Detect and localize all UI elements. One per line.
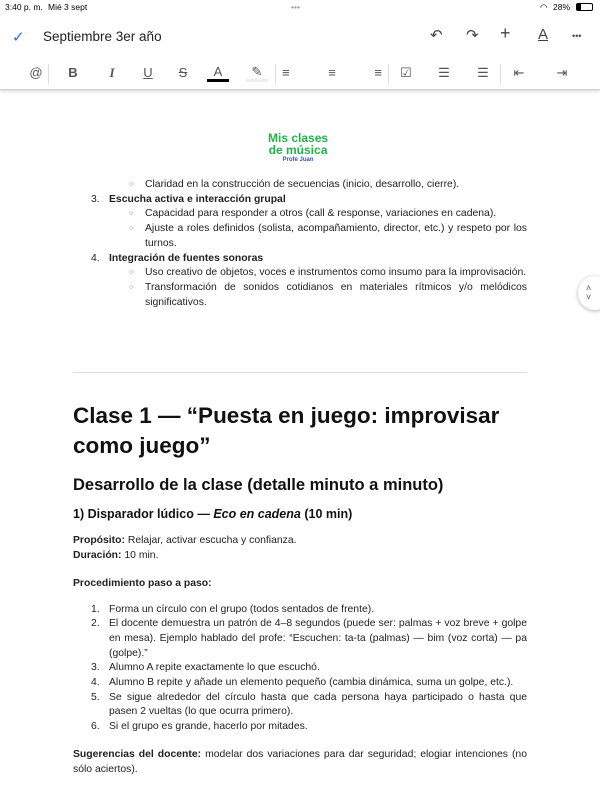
done-check-icon[interactable]: ✓: [12, 29, 25, 46]
status-time: 3:40 p. m.: [5, 2, 43, 12]
format-toolbar: [0, 62, 600, 90]
horizontal-rule: [73, 372, 527, 373]
list-item: 4. Integración de fuentes sonoras: [91, 252, 264, 264]
battery-percent: 28%: [553, 2, 571, 12]
section-heading: 1) Disparador lúdico — Eco en cadena (10 min): [73, 506, 353, 521]
logo-text: de música: [268, 143, 328, 157]
list-item: 5. Se sigue alrededor del círculo hasta que cada persona haya participado o hasta que pasen 2 vueltas (lo que ocurra primero).: [91, 691, 527, 718]
document-title[interactable]: Septiembre 3er año: [43, 29, 162, 44]
scroll-handle[interactable]: ˄ ˅: [578, 276, 600, 310]
list-item: ○ Uso creativo de objetos, voces e instrumentos como insumo para la improvisación.: [129, 267, 527, 279]
text-format-icon[interactable]: A: [538, 26, 549, 43]
list-item: 2. El docente demuestra un patrón de 4–8 segundos (puede ser: palmas + voz breve + golpe en mesa). Ejemplo hablado del profe: “Escuchen: ta-ta (palmas) — bim (voz corta) — pa (golpe).”: [91, 618, 527, 659]
status-date: Mié 3 sept: [48, 2, 88, 12]
divider: [388, 64, 389, 84]
align-right-icon[interactable]: ≡: [374, 65, 382, 80]
list-item: 6. Si el grupo es grande, hacerlo por mitades.: [91, 721, 308, 733]
align-center-icon[interactable]: ≡: [328, 65, 336, 80]
align-left-icon[interactable]: ≡: [282, 65, 290, 80]
increase-indent-icon[interactable]: ⇥: [556, 65, 568, 80]
numbered-list-icon[interactable]: ☰: [477, 65, 489, 80]
strikethrough-icon[interactable]: S: [178, 65, 188, 80]
highlight-icon[interactable]: ✎: [246, 65, 268, 82]
more-icon[interactable]: •••: [572, 31, 582, 41]
teacher-tips: Sugerencias del docente: modelar dos variaciones para dar seguridad; elogiar intenciones (no sólo aciertos).: [73, 748, 527, 775]
wifi-icon: ◠: [540, 2, 548, 12]
purpose: Propósito: Relajar, activar escucha y confianza.: [73, 535, 297, 547]
list-item: ○ Transformación de sonidos cotidianos en materiales rítmicos y/o melódicos significativos.: [129, 281, 527, 308]
class-title: Clase 1 — “Puesta en juego: improvisar como juego”: [73, 403, 500, 458]
objectives-list: [73, 178, 527, 310]
logo-text: Mis clases: [268, 131, 329, 145]
divider: [500, 64, 501, 84]
underline-icon[interactable]: U: [143, 65, 153, 80]
italic-icon[interactable]: I: [109, 65, 115, 80]
list-item: ○ Capacidad para responder a otros (call & response, variaciones en cadena).: [129, 208, 497, 220]
steps-list: [73, 603, 527, 735]
undo-icon[interactable]: ↶: [430, 27, 443, 44]
text-color-icon[interactable]: A: [207, 65, 229, 82]
class-section: [73, 401, 527, 777]
list-item: 3. Escucha activa e interacción grupal: [91, 193, 286, 205]
multitask-dots[interactable]: •••: [291, 2, 300, 12]
list-item: ○ Ajuste a roles definidos (solista, acompañamiento, director, etc.) y respeto por los turnos.: [129, 223, 527, 249]
list-item: 1. Forma un círculo con el grupo (todos sentados de frente).: [91, 603, 375, 615]
decrease-indent-icon[interactable]: ⇤: [513, 65, 525, 80]
checklist-icon[interactable]: ☑: [400, 65, 412, 80]
header-logo: [268, 132, 328, 164]
class-subtitle: Desarrollo de la clase (detalle minuto a minuto): [73, 476, 444, 494]
list-item: 4. Alumno B repite y añade un elemento pequeño (cambia dinámica, suma un golpe, etc.).: [91, 677, 514, 689]
bulleted-list-icon[interactable]: ☰: [438, 65, 450, 80]
divider: [275, 64, 276, 84]
duration: Duración: 10 min.: [73, 550, 159, 562]
title-bar: [0, 22, 600, 52]
list-item: 3. Alumno A repite exactamente lo que escuchó.: [91, 662, 320, 674]
battery-icon: [576, 3, 593, 11]
mention-icon[interactable]: @: [29, 65, 43, 80]
document-body[interactable]: [0, 91, 600, 800]
procedure-heading: Procedimiento paso a paso:: [73, 577, 212, 589]
bold-icon[interactable]: B: [68, 65, 78, 80]
insert-icon[interactable]: +: [500, 23, 511, 43]
status-bar: [0, 0, 600, 14]
redo-icon[interactable]: ↷: [466, 27, 479, 44]
list-item: ○ Claridad en la construcción de secuencias (inicio, desarrollo, cierre).: [129, 179, 460, 190]
logo-text: Profe Juan: [282, 157, 314, 163]
divider: [48, 64, 49, 84]
